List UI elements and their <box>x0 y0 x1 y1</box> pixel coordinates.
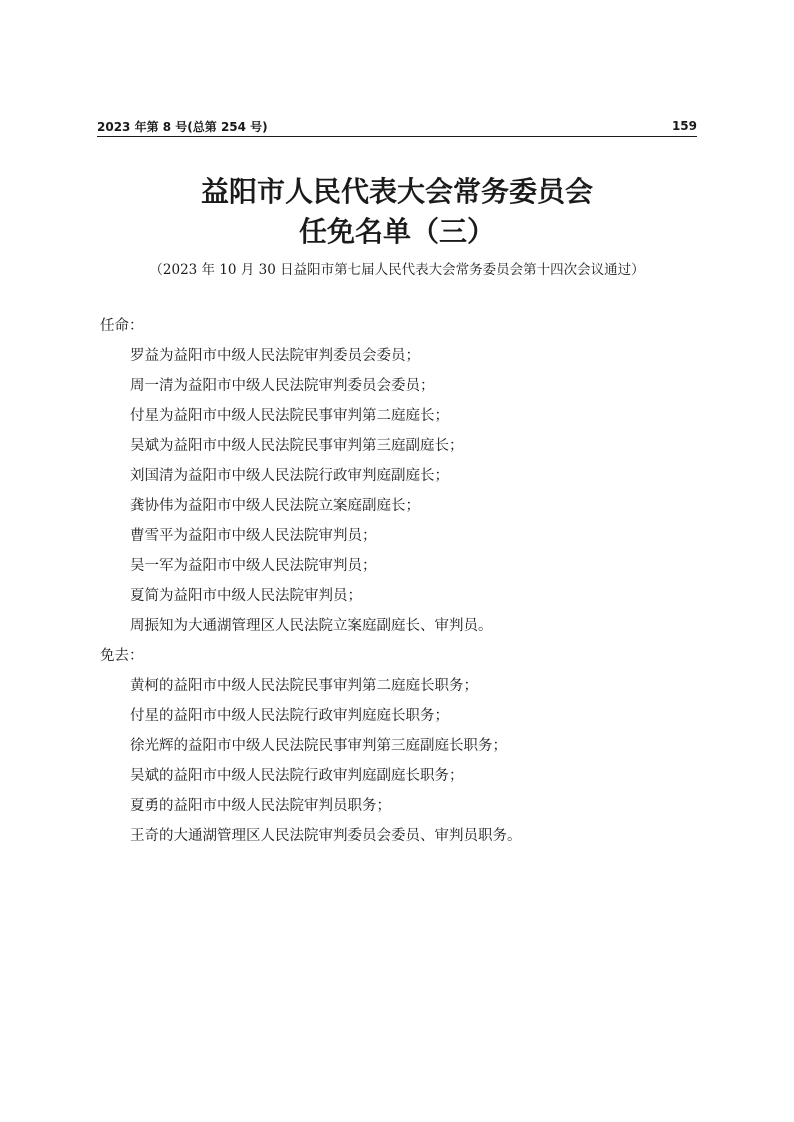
appointment-item: 周振知为大通湖管理区人民法院立案庭副庭长、审判员。 <box>130 618 493 634</box>
removal-item: 黄柯的益阳市中级人民法院民事审判第二庭庭长职务； <box>130 678 478 694</box>
appointment-item: 刘国清为益阳市中级人民法院行政审判庭副庭长； <box>130 468 449 484</box>
removal-item: 徐光辉的益阳市中级人民法院民事审判第三庭副庭长职务； <box>130 738 507 754</box>
appointments-label: 任命： <box>100 318 144 334</box>
page-title: 益阳市人民代表大会常务委员会 <box>200 175 593 208</box>
issue-label: 2023 年第 8 号(总第 254 号) <box>97 119 268 134</box>
appointment-item: 龚协伟为益阳市中级人民法院立案庭副庭长； <box>130 498 420 514</box>
header-rule <box>97 136 697 137</box>
removal-item: 夏勇的益阳市中级人民法院审判员职务； <box>130 798 391 814</box>
running-header <box>97 116 697 136</box>
page-number: 159 <box>671 119 697 133</box>
appointment-item: 吴斌为益阳市中级人民法院民事审判第三庭副庭长； <box>130 438 464 454</box>
removals-label: 免去： <box>100 648 144 664</box>
removal-item: 付星的益阳市中级人民法院行政审判庭庭长职务； <box>130 708 449 724</box>
page-subtitle-title: 任免名单（三） <box>298 215 495 248</box>
appointment-item: 付星为益阳市中级人民法院民事审判第二庭庭长； <box>130 408 449 424</box>
meeting-note: （2023 年 10 月 30 日益阳市第七届人民代表大会常务委员会第十四次会议通过） <box>149 262 645 278</box>
appointment-item: 夏简为益阳市中级人民法院审判员； <box>130 588 362 604</box>
appointment-item: 曹雪平为益阳市中级人民法院审判员； <box>130 528 377 544</box>
removal-item: 吴斌的益阳市中级人民法院行政审判庭副庭长职务； <box>130 768 464 784</box>
appointment-item: 周一清为益阳市中级人民法院审判委员会委员； <box>130 378 435 394</box>
removal-item: 王奇的大通湖管理区人民法院审判委员会委员、审判员职务。 <box>130 828 522 844</box>
appointment-item: 吴一军为益阳市中级人民法院审判员； <box>130 558 377 574</box>
appointment-item: 罗益为益阳市中级人民法院审判委员会委员； <box>130 348 420 364</box>
document-body <box>97 317 697 857</box>
